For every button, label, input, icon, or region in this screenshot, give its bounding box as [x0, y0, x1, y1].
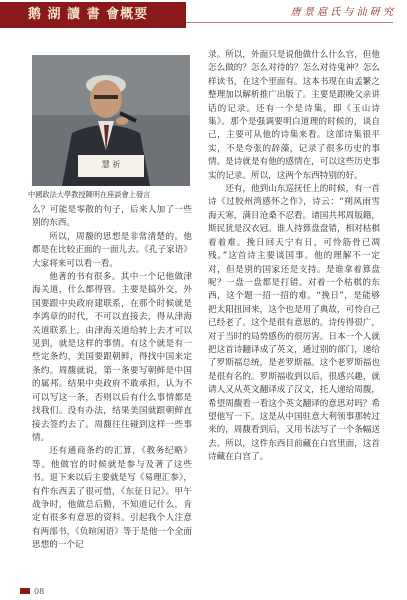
photo-caption: 中國政法大學教授陳明在座談會上發言	[28, 190, 151, 199]
page-number: 08	[34, 587, 45, 596]
header-rule	[186, 22, 393, 23]
paragraph: 他著的书有很多。其中一个记他做津海关道，什么都得管。主要是搞外交，外国要跟中央政府建联系，在那个时候就是李鸿章的时代，不可以直接去，得从津海关道联系上，由津海关道给转上去才可以见到，就是这样的事情。有这个就是有一些定条约，美国要跟朝鲜，得找中国来定条约。周馥就说，第一条要写朝鲜是中国的属邦。结果中央政府不敢承担，认为不可以写这一条，否则以后有什么事情都是找我们。没有办法，结果美国就跟朝鲜直接去签约去了。周馥往往碰到这样一些事情。	[32, 272, 192, 443]
page-footer	[0, 582, 407, 600]
paragraph: 么？可能是零散的句子，后来人加了一些别的东西。	[32, 205, 192, 229]
left-column	[32, 204, 192, 584]
magazine-title: 鹅 湖 讀 書 會概要	[28, 7, 149, 22]
speaker-photo	[32, 55, 190, 186]
nameplate: 慧 祈	[101, 160, 121, 169]
page-header	[0, 0, 407, 30]
column-title: 唐 景 扈 氏 与 汕 研 究	[290, 7, 393, 18]
right-column	[208, 49, 380, 587]
paragraph: 还有，他到山东巡抚任上的时候，有一首诗《过胶州湾感怀之作》，诗云：“朔风雨雪海天寒，满目沧桑不忍看。诸国共邦周版籍，斯民犹是汉衣冠。谁人持算盘盘错，相对枯棋着着难。挽日回天宁有日，可怜筋骨已凋残。”这首诗主要谈国事。他的理解不一定对，但是别的国家还是支持。是谁拿着算盘呢？一盘一盘都是打错。对着一个枯棋的东西，这个题一招一招的难。“挽日”，是能够把太阳扭回来，这个也是用了典故，可怜自己已经老了。这个是很有意思的。诗传得很广，对于当时的局势感伤的很厉害。日本一个人就把这首诗翻译成了英文，通过别的部门，递给了罗斯福总统，是老罗斯福。这个老罗斯福也是很有名的。罗斯福收到以后，很感兴趣，就请人又从英文翻译成了汉文，托人递给周馥，希望周馥看一看这个英文翻译的意思对吗？希望他写一下。这是从中国驻意大利领事那转过来的，周馥看到后，又用书法写了一个条幅送去。所以，这件东西目前藏在白宫里面，这首诗藏在白宫了。	[208, 184, 380, 463]
paragraph: 所以，周馥的思想是非常清楚的。他都是在比较正面的一面儿去。《孔子家语》大家将来可以看一看。	[32, 231, 192, 269]
paragraph: 还有通商条约的汇算，《教务纪略》等。他做官的时候就是参与及著了这些书。退下来以后主要就是写《易理汇参》，有件东西丢了很可惜，《东征日记》。甲午战争时，他做总后勤，不知道记什么，肯定有很多有意思的资料。引起我个人注意有两部书，《负暄闲语》等于是他一个全面思想的一个记	[32, 446, 192, 551]
paragraph: 录。所以，外面只是说他做什么什么官，但他怎么做的？怎么对待的？怎么对待鬼神？怎么样读书，在这个里面有。这本书现在由孟繁之整理加以解析推广出版了。主要是跟晚父亲讲话的记录。还有一个是诗集，即《玉山诗集》。那个是强调要明白道理的时候的，谈自己，主要可从他的诗集来看。这部诗集很平实，不是夸张的辞藻，记录了很多历史的事情。是诗就是有他的感情在，可以这些历史事实的记录。所以，这两个东西特别的好。	[208, 50, 380, 181]
page-marker	[20, 588, 30, 594]
